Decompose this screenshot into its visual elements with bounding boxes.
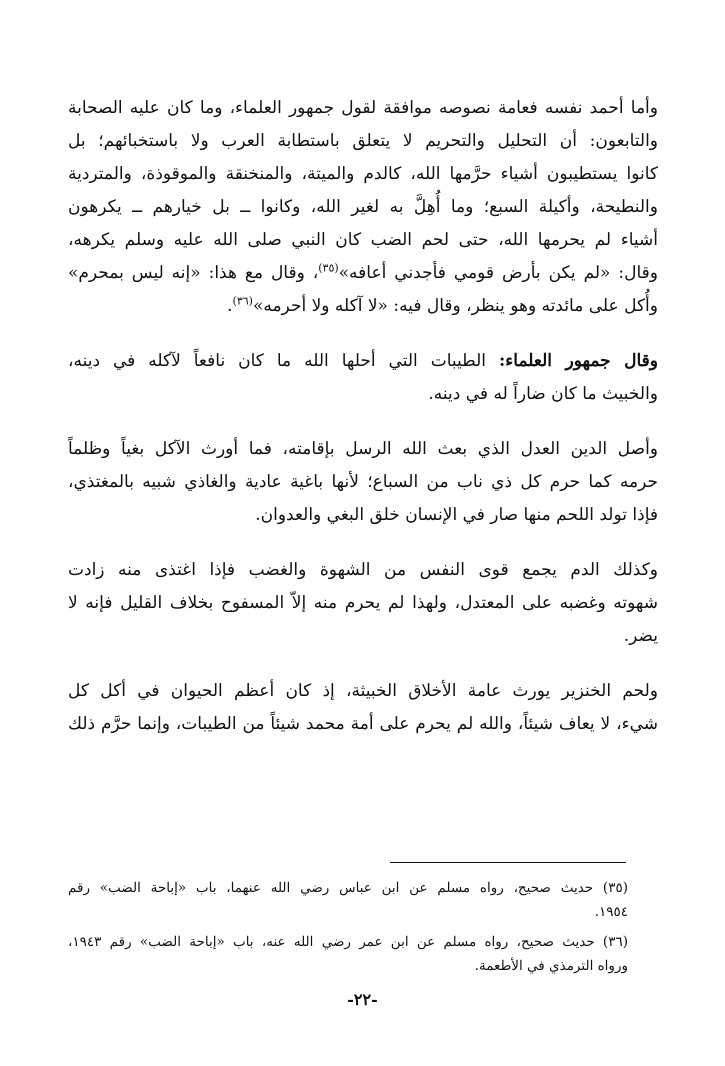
text-line	[68, 345, 658, 378]
text-line: شهوته وغضبه على المعتدل، ولهذا لم يحرم منه إلاّ المسفوح بخلاف القليل فإنه لا	[68, 593, 658, 613]
footnote-ref-36: (٣٦)	[232, 294, 253, 308]
paragraph-2	[68, 345, 658, 411]
text-segment: .	[227, 296, 233, 316]
paragraph-1	[68, 92, 658, 323]
text-line: كانوا يستطيبون أشياء حرَّمها الله، كالدم والميتة، والمنخنقة والموقوذة، والمتردية	[68, 164, 658, 184]
footnote-separator	[390, 862, 626, 863]
text-segment: ، وقال مع هذا: «إنه ليس بمحرم»	[68, 263, 319, 283]
footnote-line: ١٩٥٤.	[594, 904, 628, 920]
text-line: وكذلك الدم يجمع قوى النفس من الشهوة والغضب فإذا اغتذى منه زادت	[68, 560, 658, 580]
footnote-35	[68, 876, 628, 924]
text-line: يضر.	[623, 626, 658, 646]
text-line: ولحم الخنزير يورث عامة الأخلاق الخبيثة، إذ كان أعظم الحيوان في أكل كل	[68, 681, 658, 701]
bold-lead: وقال جمهور العلماء:	[499, 351, 658, 371]
text-line: شيء، لا يعاف شيئاً، والله لم يحرم على أمة محمد شيئاً من الطيبات، وإنما حرَّم ذلك	[68, 714, 658, 734]
page-number: -٢٢-	[347, 990, 378, 1009]
text-line: وأما أحمد نفسه فعامة نصوصه موافقة لقول جمهور العلماء، وما كان عليه الصحابة	[68, 98, 658, 118]
text-line	[68, 290, 658, 323]
footnote-line: (٣٦) حديث صحيح، رواه مسلم عن ابن عمر رضي الله عنه، باب «إباحة الضب» رقم ١٩٤٣،	[68, 934, 628, 950]
text-line: وأصل الدين العدل الذي بعث الله الرسل بإقامته، فما أورث الآكل بغياً وظلماً	[68, 439, 658, 459]
paragraph-5	[68, 675, 658, 741]
footnotes	[68, 876, 628, 984]
text-line: والتابعون: أن التحليل والتحريم لا يتعلق باستطابة العرب ولا باستخبائهم؛ بل	[68, 131, 658, 151]
page-body	[68, 92, 658, 763]
footnote-line: (٣٥) حديث صحيح، رواه مسلم عن ابن عباس رضي الله عنهما، باب «إباحة الضب» رقم	[68, 880, 628, 896]
text-line: حرمه كما حرم كل ذي ناب من السباع؛ لأنها باغية عادية والغاذي شبيه بالمغتذي،	[68, 472, 658, 492]
text-segment: وأُكل على مائدته وهو ينظر، وقال فيه: «لا آكله ولا أحرمه»	[252, 296, 658, 316]
text-segment: الطيبات التي أحلها الله ما كان نافعاً لآكله في دينه،	[68, 351, 499, 371]
paragraph-3	[68, 433, 658, 532]
footnote-36	[68, 930, 628, 978]
text-line: أشياء لم يحرمها الله، حتى لحم الضب كان النبي صلى الله عليه وسلم يكرهه،	[68, 230, 658, 250]
text-line: والخبيث ما كان ضاراً له في دينه.	[428, 384, 658, 404]
text-segment: وقال: «لم يكن بأرض قومي فأجدني أعافه»	[338, 263, 658, 283]
text-line: فإذا تولد اللحم منها صار في الإنسان خلق البغي والعدوان.	[255, 505, 658, 525]
text-line	[68, 257, 658, 290]
footnote-ref-35: (٣٥)	[318, 261, 339, 275]
footnote-line: ورواه الترمذي في الأطعمة.	[474, 958, 628, 974]
text-line: والنطيحة، وأكيلة السبع؛ وما أُهِلَّ به لغير الله، وكانوا ــ بل خيارهم ــ يكرهون	[68, 197, 658, 217]
paragraph-4	[68, 554, 658, 653]
